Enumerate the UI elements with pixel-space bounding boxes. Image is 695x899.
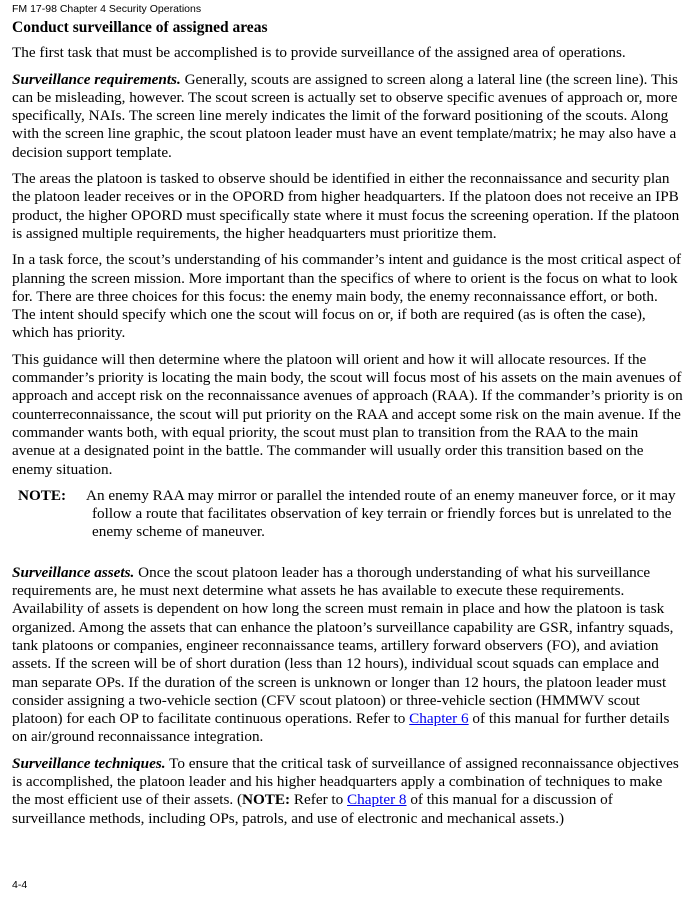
lead-surveillance-techniques: Surveillance techniques. <box>12 754 166 772</box>
paragraph-text: To ensure that the critical task of surveillance of assigned reconnaissance objectives is accomplished, the platoon leader and his higher headquarters apply a combination of techniques to make the most efficient use of their assets. ( <box>12 754 679 809</box>
note-label: NOTE: <box>18 486 67 504</box>
paragraph-task-force: In a task force, the scout’s understanding of his commander’s intent and guidance is the most critical aspect of planning the screen mission. More important than the specifics of where to orient is the focus on what to look for. There are three choices for this focus: the enemy main body, the enemy reconnaissance effort, or both. The intent should specify which one the scout will focus on or, if both are required (as is often the case), which has priority. <box>12 251 682 342</box>
paragraph-text: Refer to <box>290 791 348 809</box>
note-text: An enemy RAA may mirror or parallel the intended route of an enemy maneuver force, or it may follow a route that facilitates observation of key terrain or friendly forces but is unrelated to the enemy scheme of maneuver. <box>86 486 676 541</box>
paragraph-text: of this manual for further details on air/ground reconnaissance integration. <box>12 710 670 746</box>
paragraph-text: Once the scout platoon leader has a thorough understanding of what his surveillance requirements are, he must next determine what assets he has available to execute these requirements. Availability of assets is dependent on how long the screen must remain in place and how the platoon is task organized. Among the assets that can enhance the platoon’s surveillance capability are GSR, infantry squads, tank platoons or companies, engineer reconnaissance teams, artillery forward observers (FO), and aviation assets. If the screen will be of short duration (less than 12 hours), individual scout squads can emplace and man separate OPs. If the duration of the screen is unknown or longer than 12 hours, the platoon leader must consider assigning a two-vehicle section (CFV scout platoon) or three-vehicle section (HMMWV scout platoon) for each OP to facilitate continuous operations. Refer to <box>12 563 674 728</box>
page-number: 4-4 <box>12 879 28 891</box>
inline-note-label: NOTE: <box>242 791 291 809</box>
note-block <box>18 487 684 542</box>
page-body <box>12 19 684 836</box>
running-head: FM 17-98 Chapter 4 Security Operations <box>12 3 202 15</box>
paragraph-text: Generally, scouts are assigned to screen along a lateral line (the screen line). This can be misleading, however. The scout screen is actually set to observe specific avenues of approach or, more specifically, NAIs. The screen line merely indicates the limit of the forward positioning of the scouts. Along with the screen line graphic, the scout platoon leader must have an event template/matrix; he may also have a decision support template. <box>12 70 678 161</box>
paragraph-surveillance-techniques <box>12 755 684 828</box>
paragraph-intro: The first task that must be accomplished is to provide surveillance of the assigned area of operations. <box>12 44 626 62</box>
paragraph-guidance: This guidance will then determine where the platoon will orient and how it will allocate resources. If the commander’s priority is locating the main body, the scout will focus most of his assets on the main avenues of approach and accept risk on the reconnaissance avenues of approach (RAA). If the commander’s priority is on counterreconnaissance, the scout will put priority on the RAA and accept some risk on the main avenue. If the commander wants both, with equal priority, the scout must plan to transition from the RAA to the main avenue at a designated point in the battle. The commander will usually order this transition based on the enemy situation. <box>12 350 683 478</box>
section-title: Conduct surveillance of assigned areas <box>12 19 268 36</box>
chapter-8-link[interactable]: Chapter 8 <box>347 791 407 809</box>
lead-surveillance-requirements: Surveillance requirements. <box>12 70 181 88</box>
paragraph-text: of this manual for a discussion of surveillance methods, including OPs, patrols, and use of electronic and mechanical assets.) <box>12 791 613 827</box>
paragraph-areas: The areas the platoon is tasked to observe should be identified in either the reconnaissance and security plan the platoon leader receives or in the OPORD from higher headquarters. If the platoon does not receive an IPB product, the higher OPORD must specifically state where it must focus the screening operation. If the platoon is assigned multiple requirements, the higher headquarters must prioritize them. <box>12 170 680 242</box>
chapter-6-link[interactable]: Chapter 6 <box>409 710 469 728</box>
paragraph-surveillance-assets <box>12 564 684 747</box>
lead-surveillance-assets: Surveillance assets. <box>12 563 135 581</box>
paragraph-surveillance-requirements <box>12 71 684 162</box>
